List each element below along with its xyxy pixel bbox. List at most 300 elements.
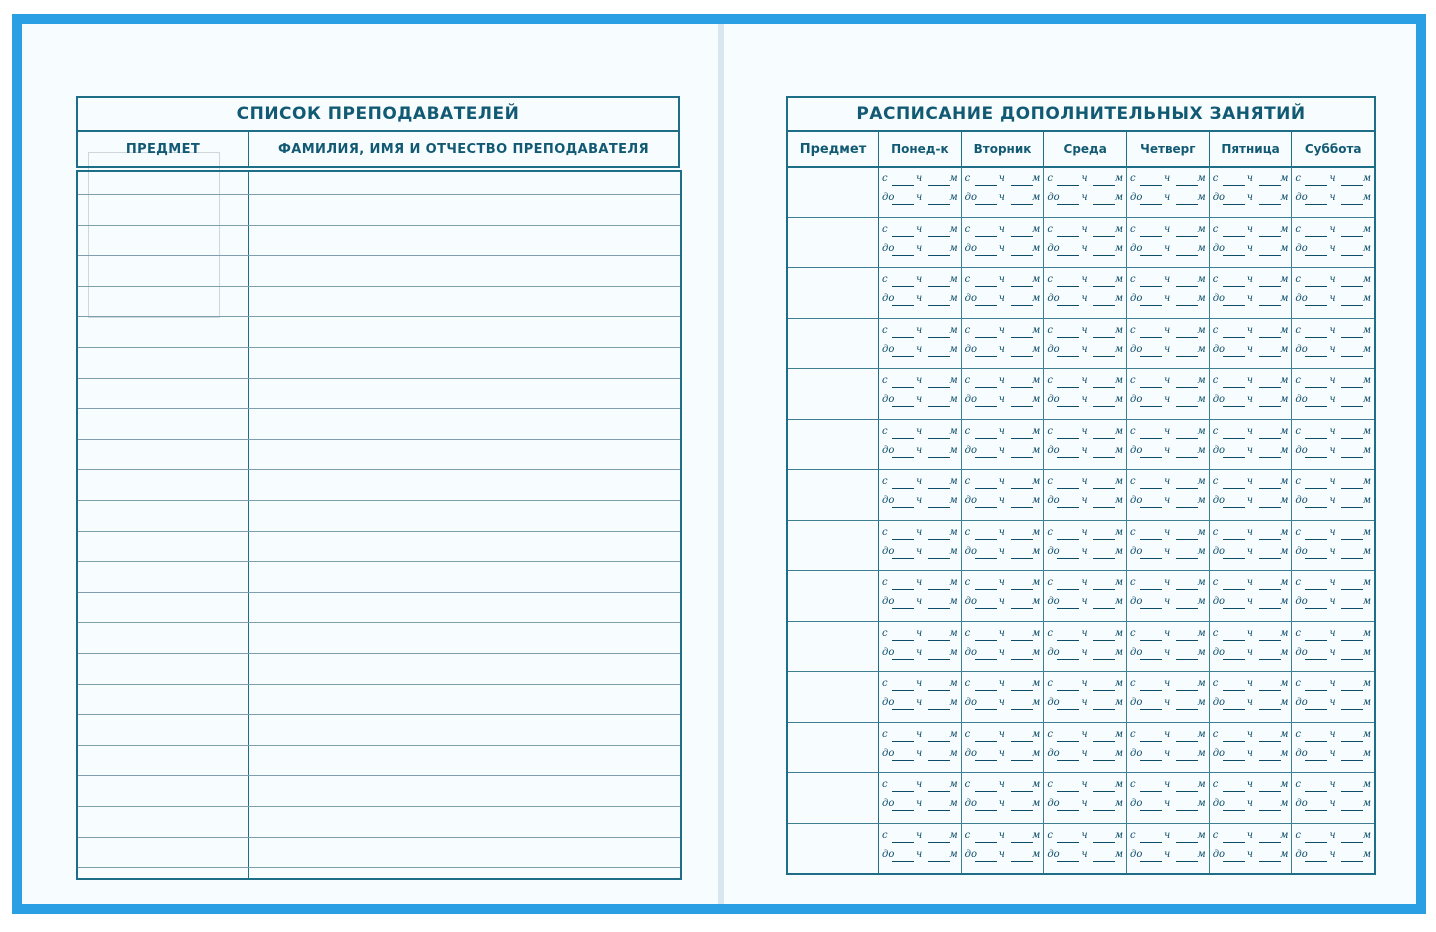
schedule-subject-cell[interactable] xyxy=(788,723,879,773)
hours-unit: ч xyxy=(1081,545,1088,557)
time-to-line xyxy=(965,293,1041,309)
schedule-time-cell[interactable] xyxy=(879,268,962,318)
hours-blank xyxy=(1140,640,1162,641)
schedule-time-cell[interactable] xyxy=(1127,773,1210,823)
hours-blank xyxy=(1305,406,1327,407)
schedule-time-cell[interactable] xyxy=(879,723,962,773)
to-label: до xyxy=(964,394,978,405)
minutes-blank xyxy=(928,255,950,256)
hours-blank xyxy=(1057,861,1079,862)
time-to-line xyxy=(1047,344,1123,360)
hours-blank xyxy=(1305,356,1327,357)
schedule-time-cell[interactable] xyxy=(1044,824,1127,874)
minutes-blank xyxy=(1176,539,1198,540)
hours-blank xyxy=(1057,760,1079,761)
to-label: до xyxy=(1047,192,1060,203)
from-label: с xyxy=(1212,223,1219,235)
time-to-line xyxy=(1130,748,1206,764)
day-header-monday: Понед-к xyxy=(879,132,962,166)
minutes-blank xyxy=(1093,608,1115,609)
schedule-time-cell[interactable] xyxy=(879,521,962,571)
schedule-time-cell[interactable] xyxy=(1127,723,1210,773)
minutes-unit: м xyxy=(1197,192,1206,203)
schedule-subject-cell[interactable] xyxy=(788,521,879,571)
minutes-unit: м xyxy=(1362,678,1372,689)
schedule-time-cell[interactable] xyxy=(1210,268,1293,318)
time-to-line xyxy=(1047,394,1123,410)
schedule-time-cell[interactable] xyxy=(1127,268,1210,318)
ruled-line xyxy=(78,316,680,317)
hours-blank xyxy=(1140,204,1162,205)
minutes-blank xyxy=(1011,337,1033,338)
schedule-time-cell[interactable] xyxy=(1127,672,1210,722)
schedule-time-cell[interactable] xyxy=(879,319,962,369)
time-from-line xyxy=(1130,476,1206,492)
hours-unit: ч xyxy=(998,343,1005,355)
hours-blank xyxy=(1223,185,1245,186)
minutes-blank xyxy=(1341,356,1363,357)
schedule-time-cell[interactable] xyxy=(879,167,962,217)
schedule-time-cell[interactable] xyxy=(1210,521,1293,571)
from-label: с xyxy=(1130,526,1136,538)
schedule-subject-cell[interactable] xyxy=(788,672,879,722)
hours-blank xyxy=(1305,488,1327,489)
from-label: с xyxy=(1295,577,1301,588)
minutes-blank xyxy=(1093,690,1115,691)
hours-blank xyxy=(1223,387,1245,388)
from-label: с xyxy=(1295,375,1301,386)
schedule-time-cell[interactable] xyxy=(1044,773,1127,823)
schedule-time-cell[interactable] xyxy=(962,218,1045,268)
hours-blank xyxy=(975,438,997,439)
minutes-unit: м xyxy=(1197,476,1206,487)
minutes-unit: м xyxy=(1280,577,1289,588)
minutes-blank xyxy=(1341,741,1363,742)
to-label: до xyxy=(1212,192,1226,203)
schedule-time-cell[interactable] xyxy=(1044,167,1127,217)
schedule-time-cell[interactable] xyxy=(1292,167,1374,217)
schedule-time-cell[interactable] xyxy=(1127,470,1210,520)
schedule-time-cell[interactable] xyxy=(879,369,962,419)
from-label: с xyxy=(1047,375,1053,386)
to-label: до xyxy=(882,848,895,860)
minutes-blank xyxy=(1011,861,1033,862)
hours-unit: ч xyxy=(1329,848,1336,860)
hours-unit: ч xyxy=(1081,697,1088,708)
hours-unit: ч xyxy=(1164,678,1171,689)
hours-blank xyxy=(1223,558,1245,559)
hours-blank xyxy=(1057,640,1079,641)
hours-blank xyxy=(1140,236,1162,237)
hours-blank xyxy=(1305,810,1327,811)
from-label: с xyxy=(1295,476,1301,487)
schedule-subject-cell[interactable] xyxy=(788,622,879,672)
schedule-time-cell[interactable] xyxy=(1044,319,1127,369)
schedule-time-cell[interactable] xyxy=(1292,369,1374,419)
minutes-unit: м xyxy=(1362,779,1372,790)
schedule-time-cell[interactable] xyxy=(879,824,962,874)
minutes-unit: м xyxy=(1362,444,1372,456)
hours-unit: ч xyxy=(998,192,1005,203)
hours-blank xyxy=(975,741,997,742)
to-label: до xyxy=(1130,596,1143,607)
schedule-time-cell[interactable] xyxy=(1044,369,1127,419)
hours-blank xyxy=(975,185,997,186)
minutes-unit: м xyxy=(949,747,958,759)
time-to-line xyxy=(965,344,1041,360)
minutes-unit: м xyxy=(1114,596,1124,607)
from-label: с xyxy=(1047,627,1053,639)
hours-blank xyxy=(892,457,914,458)
schedule-time-cell[interactable] xyxy=(1044,622,1127,672)
schedule-time-cell[interactable] xyxy=(1044,571,1127,621)
schedule-time-cell[interactable] xyxy=(962,470,1045,520)
minutes-unit: м xyxy=(1362,242,1372,254)
to-label: до xyxy=(1130,242,1143,254)
minutes-unit: м xyxy=(1362,192,1372,203)
schedule-time-cell[interactable] xyxy=(1292,622,1374,672)
minutes-blank xyxy=(1341,810,1363,811)
schedule-time-cell[interactable] xyxy=(879,571,962,621)
schedule-time-cell[interactable] xyxy=(1127,521,1210,571)
time-from-line xyxy=(1130,577,1206,593)
hours-blank xyxy=(1305,185,1327,186)
schedule-time-cell[interactable] xyxy=(879,218,962,268)
from-label: с xyxy=(1295,223,1301,235)
from-label: с xyxy=(1295,678,1301,689)
schedule-subject-cell[interactable] xyxy=(788,167,879,217)
minutes-blank xyxy=(1011,539,1033,540)
hours-blank xyxy=(892,810,914,811)
minutes-blank xyxy=(1176,791,1198,792)
to-label: до xyxy=(1295,192,1308,203)
schedule-time-cell[interactable] xyxy=(1292,470,1374,520)
hours-unit: ч xyxy=(1246,545,1253,557)
schedule-time-cell[interactable] xyxy=(1210,571,1293,621)
schedule-subject-cell[interactable] xyxy=(788,319,879,369)
minutes-unit: м xyxy=(1032,747,1041,759)
schedule-title: РАСПИСАНИЕ ДОПОЛНИТЕЛЬНЫХ ЗАНЯТИЙ xyxy=(856,104,1306,124)
schedule-row xyxy=(788,621,1374,672)
hours-blank xyxy=(892,356,914,357)
time-from-line xyxy=(882,274,958,290)
schedule-time-cell[interactable] xyxy=(1127,369,1210,419)
minutes-unit: м xyxy=(949,526,958,538)
to-label: до xyxy=(1295,848,1308,860)
schedule-time-cell[interactable] xyxy=(1292,521,1374,571)
schedule-subject-cell[interactable] xyxy=(788,420,879,470)
minutes-blank xyxy=(1176,861,1198,862)
hours-blank xyxy=(1223,842,1245,843)
from-label: с xyxy=(1212,324,1219,336)
schedule-time-cell[interactable] xyxy=(1292,773,1374,823)
from-label: с xyxy=(1047,728,1053,740)
hours-unit: ч xyxy=(916,495,923,506)
minutes-blank xyxy=(1259,255,1281,256)
hours-blank xyxy=(1057,842,1079,843)
schedule-table-body xyxy=(786,166,1376,875)
hours-unit: ч xyxy=(998,798,1005,809)
schedule-time-cell[interactable] xyxy=(962,420,1045,470)
minutes-blank xyxy=(1259,438,1281,439)
hours-blank xyxy=(1140,842,1162,843)
from-label: с xyxy=(882,223,888,235)
schedule-time-cell[interactable] xyxy=(879,470,962,520)
minutes-blank xyxy=(1011,438,1033,439)
schedule-subject-cell[interactable] xyxy=(788,470,879,520)
schedule-time-cell[interactable] xyxy=(1210,723,1293,773)
hours-unit: ч xyxy=(1329,394,1336,405)
hours-unit: ч xyxy=(916,223,923,235)
schedule-time-cell[interactable] xyxy=(962,571,1045,621)
from-label: с xyxy=(1047,425,1053,437)
time-to-line xyxy=(1213,293,1289,309)
schedule-subject-cell[interactable] xyxy=(788,824,879,874)
minutes-unit: м xyxy=(1280,444,1289,456)
hours-blank xyxy=(975,659,997,660)
time-from-line xyxy=(882,678,958,694)
schedule-time-cell[interactable] xyxy=(962,672,1045,722)
schedule-time-cell[interactable] xyxy=(1292,218,1374,268)
hours-blank xyxy=(975,255,997,256)
time-from-line xyxy=(965,830,1041,846)
time-from-line xyxy=(1047,375,1123,391)
from-label: с xyxy=(964,779,971,790)
time-to-line xyxy=(1213,495,1289,511)
schedule-subject-cell[interactable] xyxy=(788,268,879,318)
time-from-line xyxy=(1295,729,1371,745)
schedule-time-cell[interactable] xyxy=(1044,268,1127,318)
schedule-time-cell[interactable] xyxy=(1044,218,1127,268)
hours-blank xyxy=(1223,810,1245,811)
minutes-blank xyxy=(1093,709,1115,710)
hours-blank xyxy=(1305,204,1327,205)
schedule-time-cell[interactable] xyxy=(1292,571,1374,621)
time-to-line xyxy=(1295,647,1371,663)
time-to-line xyxy=(1130,697,1206,713)
minutes-unit: м xyxy=(1280,596,1289,607)
minutes-blank xyxy=(1259,640,1281,641)
hours-blank xyxy=(1140,861,1162,862)
to-label: до xyxy=(1295,697,1308,708)
schedule-time-cell[interactable] xyxy=(1210,167,1293,217)
minutes-blank xyxy=(1176,558,1198,559)
time-from-line xyxy=(1213,779,1289,795)
minutes-unit: м xyxy=(949,242,958,254)
schedule-time-cell[interactable] xyxy=(1210,672,1293,722)
schedule-time-cell[interactable] xyxy=(1210,773,1293,823)
minutes-blank xyxy=(928,741,950,742)
schedule-time-cell[interactable] xyxy=(962,521,1045,571)
minutes-blank xyxy=(1176,185,1198,186)
hours-unit: ч xyxy=(1246,627,1253,639)
schedule-time-cell[interactable] xyxy=(879,773,962,823)
schedule-time-cell[interactable] xyxy=(1292,420,1374,470)
schedule-subject-cell[interactable] xyxy=(788,571,879,621)
schedule-time-cell[interactable] xyxy=(962,319,1045,369)
schedule-time-cell[interactable] xyxy=(1292,824,1374,874)
schedule-time-cell[interactable] xyxy=(1127,167,1210,217)
minutes-unit: м xyxy=(1032,425,1041,437)
time-to-line xyxy=(1295,697,1371,713)
hours-unit: ч xyxy=(1164,425,1171,437)
time-to-line xyxy=(965,647,1041,663)
schedule-time-cell[interactable] xyxy=(1127,319,1210,369)
schedule-time-cell[interactable] xyxy=(1044,723,1127,773)
minutes-blank xyxy=(928,204,950,205)
minutes-unit: м xyxy=(1114,223,1124,235)
minutes-unit: м xyxy=(1032,627,1041,639)
time-to-line xyxy=(1213,243,1289,259)
schedule-time-cell[interactable] xyxy=(1292,672,1374,722)
hours-blank xyxy=(1057,305,1079,306)
time-from-line xyxy=(882,476,958,492)
schedule-time-cell[interactable] xyxy=(879,672,962,722)
hours-unit: ч xyxy=(1329,375,1336,386)
hours-unit: ч xyxy=(916,375,923,386)
hours-unit: ч xyxy=(1081,495,1088,506)
hours-unit: ч xyxy=(1329,627,1336,639)
time-to-line xyxy=(1130,243,1206,259)
schedule-time-cell[interactable] xyxy=(1044,672,1127,722)
time-from-line xyxy=(1130,729,1206,745)
hours-blank xyxy=(1057,608,1079,609)
schedule-time-cell[interactable] xyxy=(962,773,1045,823)
schedule-time-cell[interactable] xyxy=(1127,218,1210,268)
schedule-time-cell[interactable] xyxy=(1044,420,1127,470)
time-to-line xyxy=(965,192,1041,208)
schedule-time-cell[interactable] xyxy=(962,622,1045,672)
time-to-line xyxy=(1047,495,1123,511)
ruled-line xyxy=(78,347,680,348)
schedule-subject-cell[interactable] xyxy=(788,773,879,823)
to-label: до xyxy=(882,242,895,254)
minutes-unit: м xyxy=(1197,678,1206,689)
schedule-time-cell[interactable] xyxy=(962,369,1045,419)
schedule-time-cell[interactable] xyxy=(1127,571,1210,621)
schedule-time-cell[interactable] xyxy=(962,167,1045,217)
hours-blank xyxy=(1057,507,1079,508)
schedule-time-cell[interactable] xyxy=(1127,622,1210,672)
to-label: до xyxy=(1212,697,1226,708)
to-label: до xyxy=(1295,394,1308,405)
hours-blank xyxy=(1223,406,1245,407)
ruled-line xyxy=(78,684,680,685)
minutes-unit: м xyxy=(1114,242,1124,254)
time-to-line xyxy=(1295,748,1371,764)
hours-unit: ч xyxy=(916,798,923,809)
schedule-subject-cell[interactable] xyxy=(788,218,879,268)
hours-blank xyxy=(892,286,914,287)
from-label: с xyxy=(882,425,888,437)
minutes-unit: м xyxy=(1114,375,1124,386)
schedule-time-cell[interactable] xyxy=(1044,521,1127,571)
time-to-line xyxy=(1295,798,1371,814)
hours-blank xyxy=(1305,286,1327,287)
hours-unit: ч xyxy=(1081,425,1088,437)
minutes-unit: м xyxy=(1197,394,1206,405)
minutes-blank xyxy=(1259,608,1281,609)
hours-unit: ч xyxy=(1246,646,1253,658)
schedule-time-cell[interactable] xyxy=(1210,319,1293,369)
minutes-unit: м xyxy=(949,324,958,336)
hours-unit: ч xyxy=(1164,829,1171,841)
time-from-line xyxy=(882,375,958,391)
minutes-blank xyxy=(1259,337,1281,338)
schedule-time-cell[interactable] xyxy=(879,420,962,470)
to-label: до xyxy=(1047,293,1060,304)
minutes-unit: м xyxy=(949,627,958,639)
minutes-blank xyxy=(1093,356,1115,357)
minutes-unit: м xyxy=(1197,577,1206,588)
schedule-time-cell[interactable] xyxy=(1210,470,1293,520)
minutes-unit: м xyxy=(1362,324,1372,336)
schedule-subject-header: Предмет xyxy=(788,132,879,166)
schedule-time-cell[interactable] xyxy=(1210,420,1293,470)
time-from-line xyxy=(1213,830,1289,846)
minutes-unit: м xyxy=(1280,375,1289,386)
schedule-subject-cell[interactable] xyxy=(788,369,879,419)
hours-unit: ч xyxy=(1164,343,1171,355)
schedule-time-cell[interactable] xyxy=(1292,319,1374,369)
minutes-blank xyxy=(1259,690,1281,691)
ruled-line xyxy=(78,653,680,654)
hours-blank xyxy=(1223,204,1245,205)
hours-blank xyxy=(1223,488,1245,489)
time-to-line xyxy=(1295,445,1371,461)
schedule-time-cell[interactable] xyxy=(1127,824,1210,874)
minutes-unit: м xyxy=(1197,425,1206,437)
hours-unit: ч xyxy=(1081,728,1088,740)
time-to-line xyxy=(882,697,958,713)
hours-unit: ч xyxy=(998,627,1005,639)
schedule-time-cell[interactable] xyxy=(962,824,1045,874)
from-label: с xyxy=(1047,577,1053,588)
minutes-unit: м xyxy=(1362,577,1372,588)
minutes-blank xyxy=(1011,741,1033,742)
schedule-time-cell[interactable] xyxy=(879,622,962,672)
minutes-blank xyxy=(1259,861,1281,862)
minutes-unit: м xyxy=(1114,394,1124,405)
schedule-time-cell[interactable] xyxy=(1292,268,1374,318)
schedule-time-cell[interactable] xyxy=(1210,369,1293,419)
day-header-wednesday: Среда xyxy=(1044,132,1127,166)
schedule-time-cell[interactable] xyxy=(1210,218,1293,268)
hours-blank xyxy=(1223,760,1245,761)
schedule-time-cell[interactable] xyxy=(1292,723,1374,773)
schedule-time-cell[interactable] xyxy=(1210,622,1293,672)
minutes-unit: м xyxy=(1362,274,1372,285)
schedule-time-cell[interactable] xyxy=(1127,420,1210,470)
schedule-time-cell[interactable] xyxy=(1210,824,1293,874)
from-label: с xyxy=(1212,476,1219,487)
minutes-blank xyxy=(1093,861,1115,862)
ruled-line xyxy=(78,225,680,226)
minutes-blank xyxy=(1093,255,1115,256)
minutes-blank xyxy=(1093,741,1115,742)
to-label: до xyxy=(1130,192,1143,203)
schedule-time-cell[interactable] xyxy=(1044,470,1127,520)
hours-blank xyxy=(1223,337,1245,338)
from-label: с xyxy=(964,526,971,538)
time-from-line xyxy=(1213,274,1289,290)
to-label: до xyxy=(1295,242,1308,254)
schedule-time-cell[interactable] xyxy=(962,268,1045,318)
schedule-time-cell[interactable] xyxy=(962,723,1045,773)
from-label: с xyxy=(964,425,971,437)
minutes-blank xyxy=(928,337,950,338)
minutes-unit: м xyxy=(1197,848,1206,860)
